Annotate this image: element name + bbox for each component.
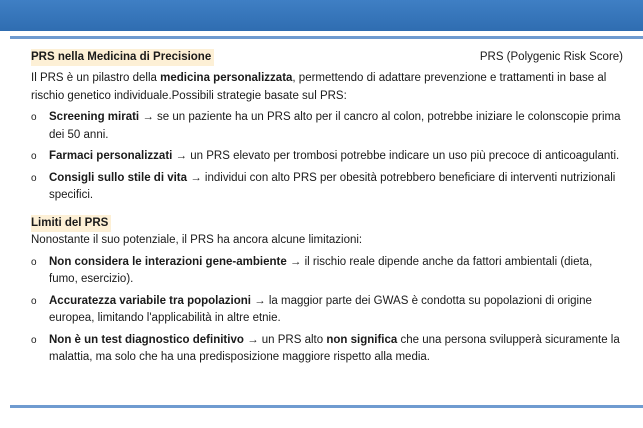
list-item: o Non considera le interazioni gene-ambiente → il rischio reale dipende anche da fattori ambientali (dieta, fumo, esercizio). <box>31 255 593 285</box>
bullet-icon: o <box>31 151 37 162</box>
bullet-icon: o <box>31 295 37 307</box>
bullet-icon: o <box>31 172 37 184</box>
list-item: o Consigli sullo stile di vita → individui con alto PRS per obesità potrebbero beneficiare di interventi nutrizionali specifici. <box>31 171 616 201</box>
list-item: o Farmaci personalizzati → un PRS elevato per trombosi potrebbe indicare un uso più precoce di anticoagulanti. <box>31 148 623 166</box>
title-bar <box>0 0 643 31</box>
strategies-list <box>31 109 623 205</box>
list-item: o Screening mirati → se un paziente ha un PRS alto per il cancro al colon, potrebbe iniziare le colonscopie prima dei 50 anni. <box>31 111 621 141</box>
section-title: PRS nella Medicina di Precisione <box>31 49 214 66</box>
bullet-icon: o <box>31 112 37 123</box>
intro-paragraph: Il PRS è un pilastro della medicina personalizzata, permettendo di adattare prevenzione e trattamenti in base al rischio genetico individuale.Possibili strategie basate sul PRS: <box>31 72 607 102</box>
bottom-divider <box>10 405 643 408</box>
list-item: o Non è un test diagnostico definitivo → un PRS alto non significa che una persona svilupperà sicuramente la malattia, ma solo che ha una predisposizione maggiore rispetto alla media. <box>31 333 620 363</box>
title-row <box>31 49 623 68</box>
limits-title: Limiti del PRS <box>31 215 111 232</box>
list-item: o Accuratezza variabile tra popolazioni → la maggior parte dei GWAS è condotta su popolazioni di origine europea, limitando l'applicabilità in altre etnie. <box>31 294 592 324</box>
limits-list <box>31 254 623 367</box>
topic-label: PRS (Polygenic Risk Score) <box>479 51 623 63</box>
bullet-icon: o <box>31 256 37 268</box>
bullet-icon: o <box>31 334 37 346</box>
top-divider <box>10 36 643 39</box>
limits-intro: Nonostante il suo potenziale, il PRS ha ancora alcune limitazioni: <box>31 234 363 246</box>
slide-content <box>31 49 623 367</box>
